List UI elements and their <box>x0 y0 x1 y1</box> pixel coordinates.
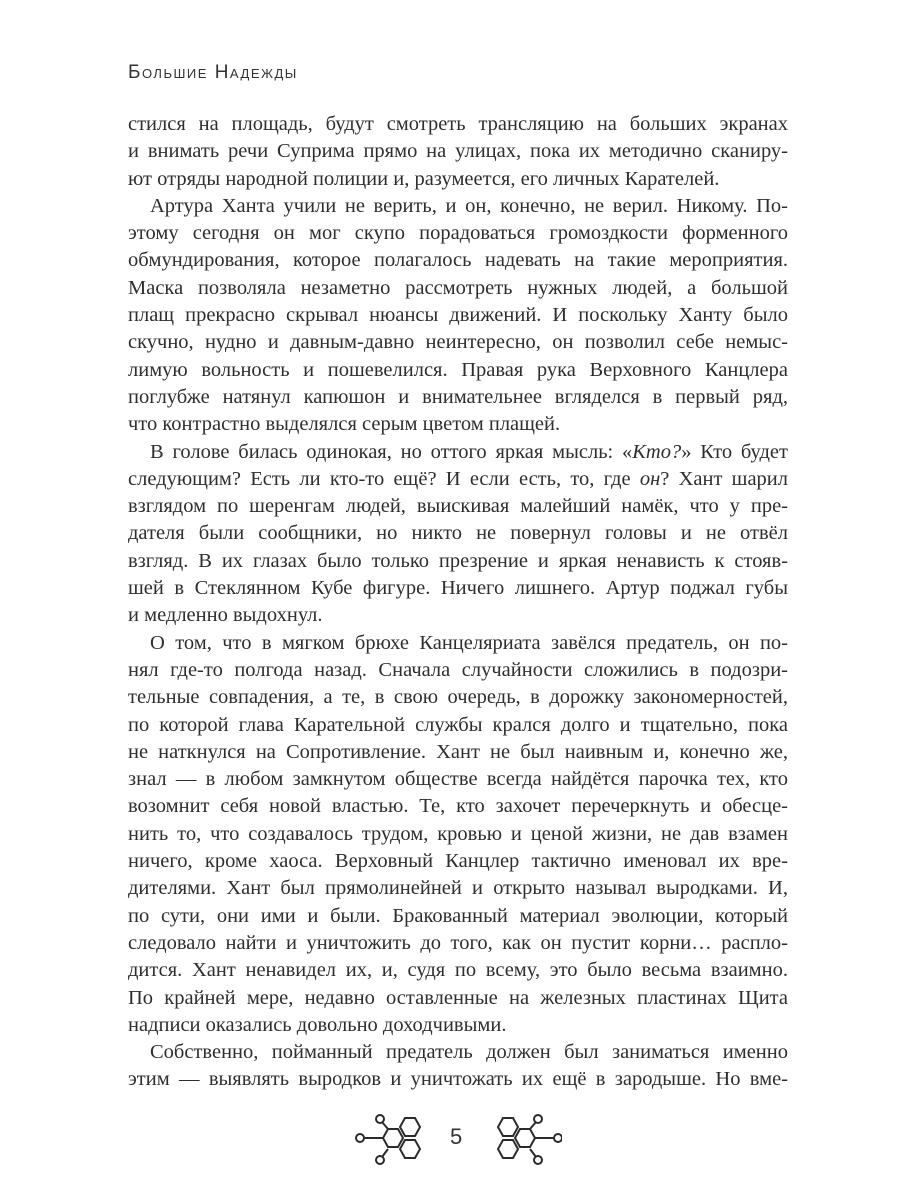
text-segment: ют отряды народной полиции и, разумеется, его личных Карателей. <box>128 167 720 190</box>
text-line <box>128 930 788 957</box>
text-line <box>128 1066 788 1093</box>
text-segment: надписи оказались довольно доходчивыми. <box>128 1013 507 1036</box>
text-segment: следующим? Есть ли кто-то ещё? И если есть, то, где <box>128 467 640 490</box>
text-line <box>128 630 788 657</box>
molecule-ornament-left-icon <box>350 1112 446 1168</box>
text-segment: поглубже натянул капюшон и внимательнее вгляделся в первый ряд, <box>128 385 788 408</box>
text-line <box>128 657 788 684</box>
text-line <box>128 875 788 902</box>
text-line <box>128 439 788 466</box>
text-segment: ? Хант шарил <box>660 467 788 490</box>
text-segment: В голове билась одинокая, но оттого яркая мысль: « <box>150 440 633 463</box>
text-line <box>128 575 788 602</box>
page-number: 5 <box>450 1124 463 1149</box>
text-line <box>128 166 788 193</box>
text-line <box>128 302 788 329</box>
text-segment: и медленно выдохнул. <box>128 604 323 627</box>
text-line <box>128 275 788 302</box>
text-segment: О том, что в мягком брюхе Канцеляриата завёлся предатель, он по- <box>150 631 788 654</box>
text-line <box>128 602 788 629</box>
text-line <box>128 1039 788 1066</box>
text-segment: шей в Стеклянном Кубе фигуре. Ничего лишнего. Артур поджал губы <box>128 577 788 600</box>
text-line <box>128 329 788 356</box>
text-line <box>128 138 788 165</box>
text-line <box>128 520 788 547</box>
text-line <box>128 247 788 274</box>
body-text <box>128 111 788 1094</box>
text-segment: не наткнулся на Сопротивление. Хант не был наивным и, конечно же, <box>128 740 788 763</box>
text-line <box>128 1012 788 1039</box>
molecule-ornament-right-icon <box>466 1112 562 1168</box>
text-segment: и внимать речи Суприма прямо на улицах, пока их методично сканиру- <box>128 140 788 163</box>
text-line <box>128 739 788 766</box>
text-segment: дится. Хант ненавидел их, и, судя по всему, это было весьма взаимно. <box>128 959 788 982</box>
text-line <box>128 793 788 820</box>
text-segment: Маска позволяла незаметно рассмотреть нужных людей, а большой <box>128 276 788 299</box>
text-segment: Артура Ханта учили не верить, и он, конечно, не верил. Никому. По- <box>150 194 788 217</box>
text-segment: По крайней мере, недавно оставленные на железных пластинах Щита <box>128 986 788 1009</box>
text-line <box>128 766 788 793</box>
text-line <box>128 384 788 411</box>
folio <box>0 1112 900 1168</box>
text-segment: » Кто будет <box>681 440 788 463</box>
text-line <box>128 193 788 220</box>
text-segment: лимую вольность и пошевелился. Правая рука Верховного Канцлера <box>128 358 788 381</box>
text-line <box>128 548 788 575</box>
text-line <box>128 957 788 984</box>
text-line <box>128 684 788 711</box>
text-line <box>128 111 788 138</box>
italic-text: он <box>639 467 661 490</box>
text-line <box>128 985 788 1012</box>
text-segment: скучно, нудно и давным-давно неинтересно, он позволил себе немыс- <box>128 331 788 354</box>
running-head: Большие Надежды <box>128 62 298 83</box>
text-segment: тельные совпадения, а те, в свою очередь, в дорожку закономерностей, <box>128 686 788 709</box>
text-segment: этому сегодня он мог скупо порадоваться громоздкости форменного <box>128 222 788 245</box>
text-segment: по которой глава Карательной службы крался долго и тщательно, пока <box>128 713 788 736</box>
text-segment: ничего, кроме хаоса. Верховный Канцлер тактично именовал их вре- <box>128 850 788 873</box>
text-segment: взглядом по шеренгам людей, выискивая малейший намёк, что у пре- <box>128 495 788 518</box>
text-segment: знал — в любом замкнутом обществе всегда найдётся парочка тех, кто <box>128 768 788 791</box>
text-line <box>128 848 788 875</box>
text-segment: что контрастно выделялся серым цветом плащей. <box>128 413 561 436</box>
text-segment: стился на площадь, будут смотреть трансляцию на больших экранах <box>128 113 788 135</box>
text-segment: взгляд. В их глазах было только презрение и яркая ненависть к стояв- <box>128 549 788 572</box>
text-line <box>128 466 788 493</box>
text-segment: Собственно, пойманный предатель должен был заниматься именно <box>150 1041 788 1064</box>
text-line <box>128 712 788 739</box>
text-line <box>128 493 788 520</box>
text-segment: нял где-то полгода назад. Сначала случайности сложились в подозри- <box>128 658 788 681</box>
text-segment: следовало найти и уничтожить до того, как он пустит корни… распло- <box>128 931 788 954</box>
text-line <box>128 411 788 438</box>
text-line <box>128 220 788 247</box>
text-line <box>128 903 788 930</box>
text-segment: этим — выявлять выродков и уничтожать их ещё в зародыше. Но вме- <box>128 1068 788 1091</box>
text-segment: по сути, они ими и были. Бракованный материал эволюции, который <box>128 904 788 927</box>
text-line <box>128 357 788 384</box>
text-segment: дителями. Хант был прямолинейней и открыто называл выродками. И, <box>128 877 788 900</box>
italic-text: Кто? <box>632 440 682 463</box>
text-segment: дателя были сообщники, но никто не повернул головы и не отвёл <box>128 522 788 545</box>
text-segment: обмундирования, которое полагалось надевать на такие мероприятия. <box>128 249 788 272</box>
text-line <box>128 821 788 848</box>
text-segment: нить то, что создавалось трудом, кровью и ценой жизни, не дав взамен <box>128 822 788 845</box>
text-segment: возомнит себя новой властью. Те, кто захочет перечеркнуть и обесце- <box>128 795 788 818</box>
text-segment: плащ прекрасно скрывал нюансы движений. И поскольку Ханту было <box>128 304 788 327</box>
